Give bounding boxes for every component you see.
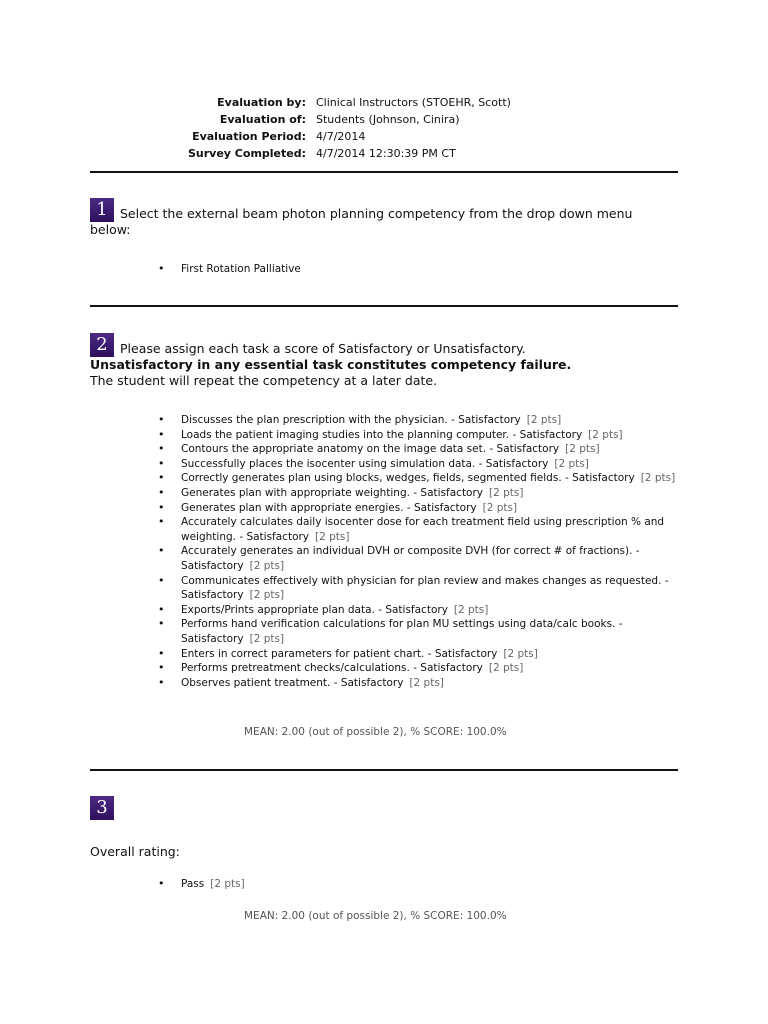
list-item <box>158 428 678 443</box>
question-3 <box>90 796 670 820</box>
task-text: Contours the appropriate anatomy on the image data set. - Satisfactory <box>181 443 560 456</box>
task-text: Accurately generates an individual DVH or composite DVH (for correct # of fractions). - Satisfactory <box>181 545 640 572</box>
points-label: [2 pts] <box>482 501 518 514</box>
list-item <box>158 676 678 691</box>
points-label: [2 pts] <box>640 472 676 485</box>
list-item <box>158 544 678 573</box>
points-label: [2 pts] <box>588 428 623 441</box>
question-2-mean-score: MEAN: 2.00 (out of possible 2), % SCORE: 100.0% <box>244 726 507 738</box>
task-text: Performs pretreatment checks/calculations. - Satisfactory <box>181 662 483 675</box>
question-3-mean-score: MEAN: 2.00 (out of possible 2), % SCORE: 100.0% <box>244 910 507 922</box>
question-2-note: The student will repeat the competency at a later date. <box>90 373 438 388</box>
task-text: Communicates effectively with physician for plan review and makes changes as requested. - Satisfactory <box>181 574 669 602</box>
points-label: [2 pts] <box>210 878 245 890</box>
list-item <box>158 486 678 501</box>
points-label: [2 pts] <box>565 443 600 456</box>
task-text: Enters in correct parameters for patient chart. - Satisfactory <box>181 647 498 660</box>
divider <box>90 305 678 307</box>
question-3-text: Overall rating: <box>90 844 180 859</box>
task-text: Successfully places the isocenter using simulation data. - Satisfactory <box>181 457 549 470</box>
points-label: [2 pts] <box>453 603 489 616</box>
evaluation-header <box>180 94 511 162</box>
question-2-answers <box>158 413 678 690</box>
points-label: [2 pts] <box>489 486 524 499</box>
evaluation-of-row <box>180 111 511 128</box>
points-label: [2 pts] <box>503 647 538 660</box>
list-item <box>158 661 678 676</box>
evaluation-period-row <box>180 128 511 145</box>
list-item <box>158 877 678 892</box>
survey-completed-label: Survey Completed: <box>188 147 306 160</box>
list-item <box>158 603 678 618</box>
question-number-badge: 3 <box>90 796 114 820</box>
task-text: Discusses the plan prescription with the physician. - Satisfactory <box>181 414 521 426</box>
evaluation-by-row <box>180 94 511 111</box>
list-item <box>158 647 678 662</box>
answer-text: Pass <box>181 878 205 890</box>
points-label: [2 pts] <box>409 676 444 689</box>
task-text: Accurately calculates daily isocenter dose for each treatment field using prescription % and weighting. - Satisfactory <box>181 516 665 543</box>
question-1-text: Select the external beam photon planning competency from the drop down menu below: <box>90 206 633 237</box>
question-2 <box>90 333 670 389</box>
points-label: [2 pts] <box>249 559 285 572</box>
task-text: Generates plan with appropriate energies. - Satisfactory <box>181 501 477 514</box>
points-label: [2 pts] <box>249 632 285 645</box>
list-item <box>158 515 678 544</box>
evaluation-of-value: Students (Johnson, Cinira) <box>316 113 460 126</box>
survey-completed-value: 4/7/2014 12:30:39 PM CT <box>316 147 456 160</box>
question-2-text: Please assign each task a score of Satisfactory or Unsatisfactory. <box>120 341 526 356</box>
divider <box>90 171 678 173</box>
task-text: Exports/Prints appropriate plan data. - Satisfactory <box>181 603 448 616</box>
answer-text: First Rotation Palliative <box>181 263 301 275</box>
evaluation-period-value: 4/7/2014 <box>316 130 366 143</box>
list-item <box>158 574 678 603</box>
points-label: [2 pts] <box>315 530 350 543</box>
list-item <box>158 442 678 457</box>
task-text: Observes patient treatment. - Satisfactory <box>181 676 404 689</box>
question-1-answers <box>158 262 678 277</box>
task-text: Loads the patient imaging studies into the planning computer. - Satisfactory <box>181 428 583 441</box>
points-label: [2 pts] <box>249 589 285 602</box>
list-item <box>158 262 678 277</box>
task-text: Performs hand verification calculations for plan MU settings using data/calc books. - Satisfactory <box>181 618 623 645</box>
question-number-badge: 1 <box>90 198 114 222</box>
survey-completed-row <box>180 145 511 162</box>
evaluation-of-label: Evaluation of: <box>219 113 306 126</box>
question-1 <box>90 198 670 238</box>
points-label: [2 pts] <box>526 414 562 426</box>
divider <box>90 769 678 771</box>
evaluation-by-value: Clinical Instructors (STOEHR, Scott) <box>316 96 511 109</box>
task-text: Generates plan with appropriate weighting. - Satisfactory <box>181 486 484 499</box>
task-text: Correctly generates plan using blocks, wedges, fields, segmented fields. - Satisfactory <box>181 472 635 485</box>
evaluation-period-label: Evaluation Period: <box>192 130 306 143</box>
evaluation-by-label: Evaluation by: <box>217 96 306 109</box>
list-item <box>158 471 678 486</box>
points-label: [2 pts] <box>554 457 589 470</box>
list-item <box>158 617 678 646</box>
list-item <box>158 457 678 472</box>
question-3-answers <box>158 877 678 892</box>
question-2-warning: Unsatisfactory in any essential task constitutes competency failure. <box>90 357 572 372</box>
list-item <box>158 413 678 428</box>
question-number-badge: 2 <box>90 333 114 357</box>
list-item <box>158 501 678 516</box>
points-label: [2 pts] <box>488 662 524 675</box>
